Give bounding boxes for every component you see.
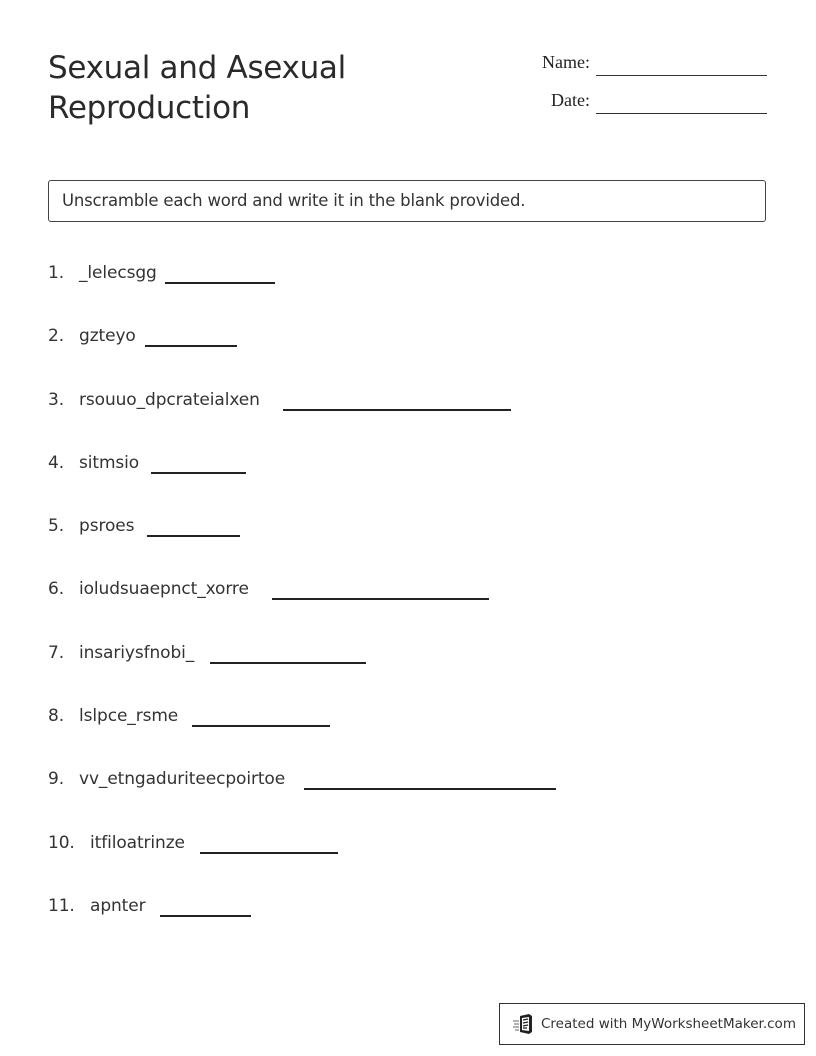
instructions-box: Unscramble each word and write it in the blank provided. xyxy=(48,180,766,222)
question-item xyxy=(48,326,348,356)
scrambled-word: insariysfnobi_ xyxy=(79,643,195,663)
answer-blank[interactable] xyxy=(151,472,246,474)
answer-blank[interactable] xyxy=(283,409,511,411)
answer-blank[interactable] xyxy=(160,915,251,917)
answer-blank[interactable] xyxy=(192,725,330,727)
scrambled-word: itfiloatrinze xyxy=(90,833,185,853)
title-line-1: Sexual and Asexual xyxy=(48,50,346,86)
question-number: 7. xyxy=(48,643,65,663)
question-item xyxy=(48,769,608,799)
question-number: 3. xyxy=(48,390,65,410)
date-input-line[interactable] xyxy=(596,90,767,114)
question-number: 6. xyxy=(48,579,65,599)
question-number: 8. xyxy=(48,706,65,726)
question-number: 9. xyxy=(48,769,65,789)
worksheet-maker-logo-icon xyxy=(512,1013,534,1035)
question-number: 2. xyxy=(48,326,65,346)
question-number: 5. xyxy=(48,516,65,536)
question-item xyxy=(48,453,348,483)
scrambled-word: rsouuo_dpcrateialxen xyxy=(79,390,260,410)
question-item xyxy=(48,263,348,293)
question-number: 1. xyxy=(48,263,65,283)
answer-blank[interactable] xyxy=(272,598,489,600)
name-input-line[interactable] xyxy=(596,52,767,76)
created-with-badge[interactable] xyxy=(499,1003,805,1045)
answer-blank[interactable] xyxy=(147,535,240,537)
name-label: Name: xyxy=(542,52,590,72)
scrambled-word: sitmsio xyxy=(79,453,140,473)
question-number: 10. xyxy=(48,833,75,853)
footer-text: Created with MyWorksheetMaker.com xyxy=(541,1016,796,1032)
question-item xyxy=(48,896,348,926)
question-item xyxy=(48,516,348,546)
answer-blank[interactable] xyxy=(165,282,275,284)
title-line-2: Reproduction xyxy=(48,90,251,126)
question-item xyxy=(48,390,548,420)
answer-blank[interactable] xyxy=(210,662,366,664)
scrambled-word: lslpce_rsme xyxy=(79,706,179,726)
question-item xyxy=(48,833,448,863)
scrambled-word: ioludsuaepnct_xorre xyxy=(79,579,249,599)
date-field xyxy=(0,90,816,116)
answer-blank[interactable] xyxy=(304,788,556,790)
name-field xyxy=(0,52,816,78)
scrambled-word: psroes xyxy=(79,516,135,536)
answer-blank[interactable] xyxy=(145,345,237,347)
question-item xyxy=(48,643,448,673)
question-number: 4. xyxy=(48,453,65,473)
question-item xyxy=(48,579,548,609)
date-label: Date: xyxy=(551,90,590,110)
question-item xyxy=(48,706,448,736)
question-number: 11. xyxy=(48,896,75,916)
scrambled-word: _lelecsgg xyxy=(79,263,157,283)
scrambled-word: vv_etngaduriteecpoirtoe xyxy=(79,769,286,789)
scrambled-word: gzteyo xyxy=(79,326,136,346)
scrambled-word: apnter xyxy=(90,896,146,916)
answer-blank[interactable] xyxy=(200,852,338,854)
